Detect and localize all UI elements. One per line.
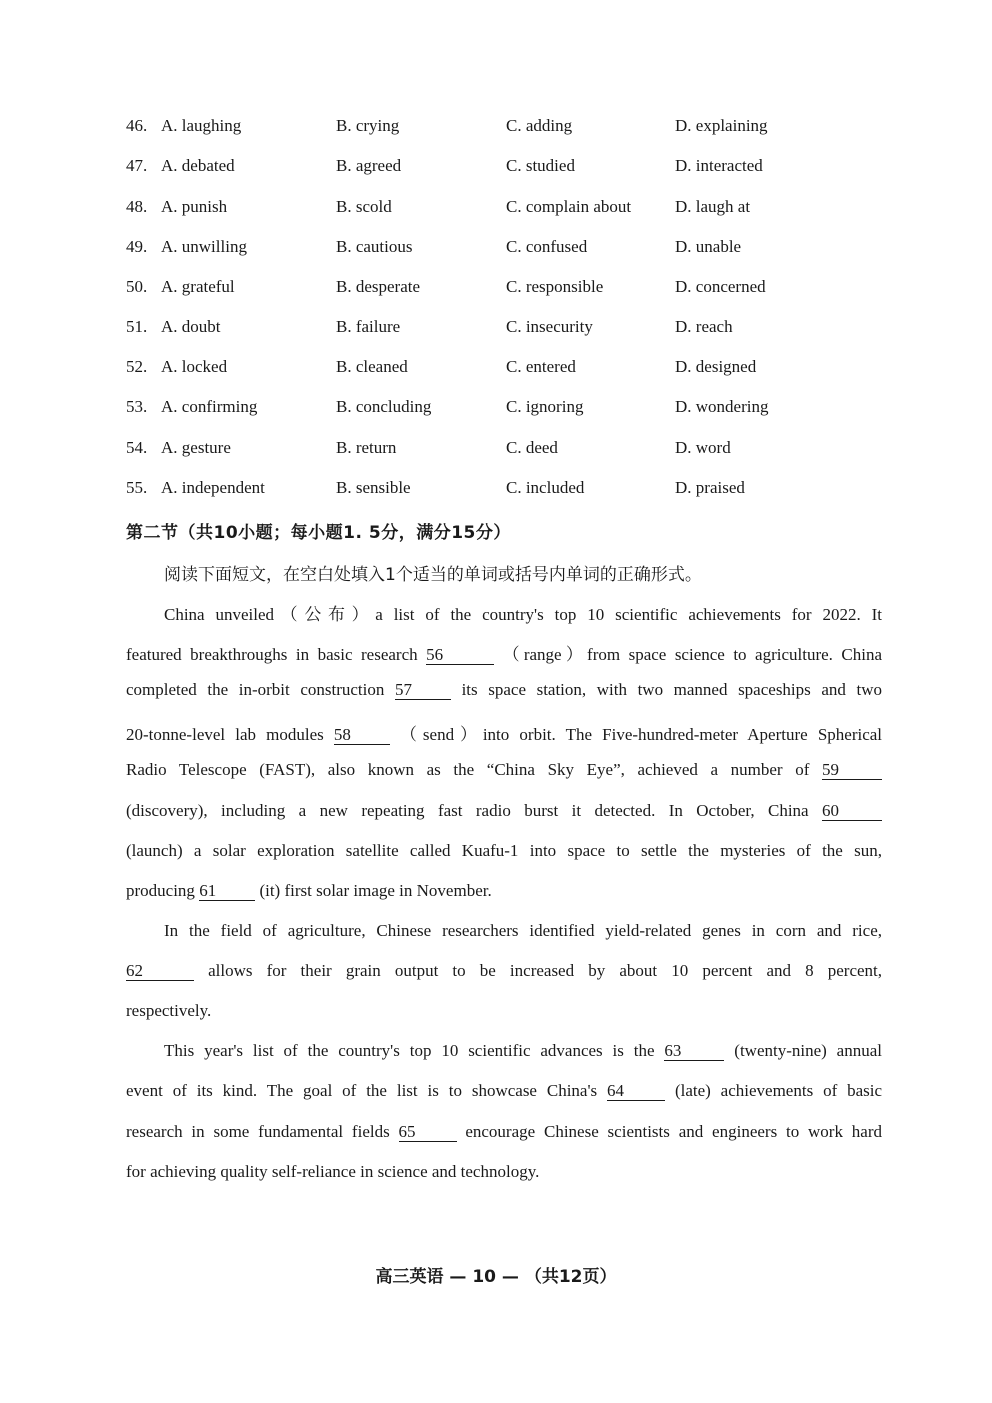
blank-65[interactable]: 65 [399, 1123, 457, 1142]
blank-64[interactable]: 64 [607, 1082, 665, 1101]
blank-63[interactable]: 63 [664, 1042, 724, 1061]
passage-line: China unveiled（公布）a list of the country's top 10 scientific achievements for 2022. It [164, 605, 882, 624]
option-b: B. failure [336, 317, 401, 336]
option-d: D. reach [675, 317, 733, 336]
passage-line: This year's list of the country's top 10 scientific advances is the 63 (twenty-nine) annual [164, 1041, 882, 1060]
blank-60[interactable]: 60 [822, 802, 882, 821]
option-d: D. explaining [675, 116, 768, 135]
option-b: B. concluding [336, 397, 432, 416]
option-c: C. complain about [506, 197, 632, 216]
question-number: 46. [126, 116, 148, 135]
option-b: B. cleaned [336, 357, 408, 376]
option-b: B. crying [336, 116, 400, 135]
option-b: B. agreed [336, 156, 402, 175]
option-b: B. cautious [336, 237, 413, 256]
question-number: 51. [126, 317, 148, 336]
blank-58[interactable]: 58 [334, 726, 390, 745]
option-c: C. included [506, 478, 585, 497]
passage-line: (discovery), including a new repeating fast radio burst it detected. In October, China 60 [126, 801, 882, 821]
passage-line: Radio Telescope (FAST), also known as the “China Sky Eye”, achieved a number of 59 [126, 760, 882, 780]
page-footer: 高三英语 — 10 — （共12页） [375, 1267, 617, 1287]
option-a: A. laughing [161, 116, 242, 135]
blank-61[interactable]: 61 [199, 882, 255, 901]
option-a: A. unwilling [161, 237, 247, 256]
option-d: D. laugh at [675, 197, 751, 216]
option-c: C. responsible [506, 277, 604, 296]
option-d: D. unable [675, 237, 742, 256]
passage-line: for achieving quality self-reliance in science and technology. [126, 1162, 540, 1181]
passage-line: event of its kind. The goal of the list is to showcase China's 64 (late) achievements of basic [126, 1081, 883, 1100]
option-c: C. adding [506, 116, 573, 135]
option-a: A. locked [161, 357, 228, 376]
option-a: A. punish [161, 197, 228, 216]
question-number: 55. [126, 478, 148, 497]
option-a: A. grateful [161, 277, 235, 296]
passage-line: 62 allows for their grain output to be increased by about 10 percent and 8 percent, [126, 961, 883, 980]
option-a: A. gesture [161, 438, 231, 457]
option-c: C. entered [506, 357, 576, 376]
blank-59[interactable]: 59 [822, 761, 882, 780]
passage-line: In the field of agriculture, Chinese researchers identified yield-related genes in corn and rice, [164, 921, 882, 940]
blank-62[interactable]: 62 [126, 962, 194, 981]
option-c: C. studied [506, 156, 575, 175]
question-number: 54. [126, 438, 148, 457]
option-d: D. praised [675, 478, 745, 497]
option-c: C. deed [506, 438, 558, 457]
passage-line: research in some fundamental fields 65 encourage Chinese scientists and engineers to work hard [126, 1122, 882, 1141]
option-b: B. scold [336, 197, 392, 216]
question-number: 50. [126, 277, 148, 296]
blank-56[interactable]: 56 [426, 646, 494, 665]
option-c: C. confused [506, 237, 588, 256]
option-a: A. confirming [161, 397, 258, 416]
passage-line: completed the in-orbit construction 57 its space station, with two manned spaceships and two [126, 680, 883, 699]
option-c: C. ignoring [506, 397, 584, 416]
question-number: 48. [126, 197, 148, 216]
option-a: A. independent [161, 478, 265, 497]
option-d: D. word [675, 438, 731, 457]
option-a: A. doubt [161, 317, 221, 336]
passage-line: (launch) a solar exploration satellite called Kuafu-1 into space to settle the mysteries of the sun, [126, 841, 882, 860]
option-d: D. designed [675, 357, 757, 376]
option-b: B. desperate [336, 277, 421, 296]
option-d: D. wondering [675, 397, 769, 416]
passage-line: producing 61 (it) first solar image in November. [126, 881, 492, 900]
question-number: 53. [126, 397, 148, 416]
passage-line: 20-tonne-level lab modules 58 （send）into orbit. The Five-hundred-meter Aperture Spherical [126, 725, 883, 744]
passage-line: respectively. [126, 1001, 212, 1020]
option-c: C. insecurity [506, 317, 593, 336]
blank-57[interactable]: 57 [395, 681, 451, 700]
question-number: 47. [126, 156, 148, 175]
question-number: 49. [126, 237, 148, 256]
option-a: A. debated [161, 156, 235, 175]
question-number: 52. [126, 357, 148, 376]
section-instruction: 阅读下面短文，在空白处填入1个适当的单词或括号内单词的正确形式。 [164, 565, 702, 585]
section-title: 第二节（共10小题；每小题1. 5分，满分15分） [126, 523, 511, 543]
option-b: B. return [336, 438, 397, 457]
option-b: B. sensible [336, 478, 411, 497]
option-d: D. concerned [675, 277, 766, 296]
passage-line: featured breakthroughs in basic research 56 （range）from space science to agriculture. China [126, 645, 882, 664]
option-d: D. interacted [675, 156, 763, 175]
